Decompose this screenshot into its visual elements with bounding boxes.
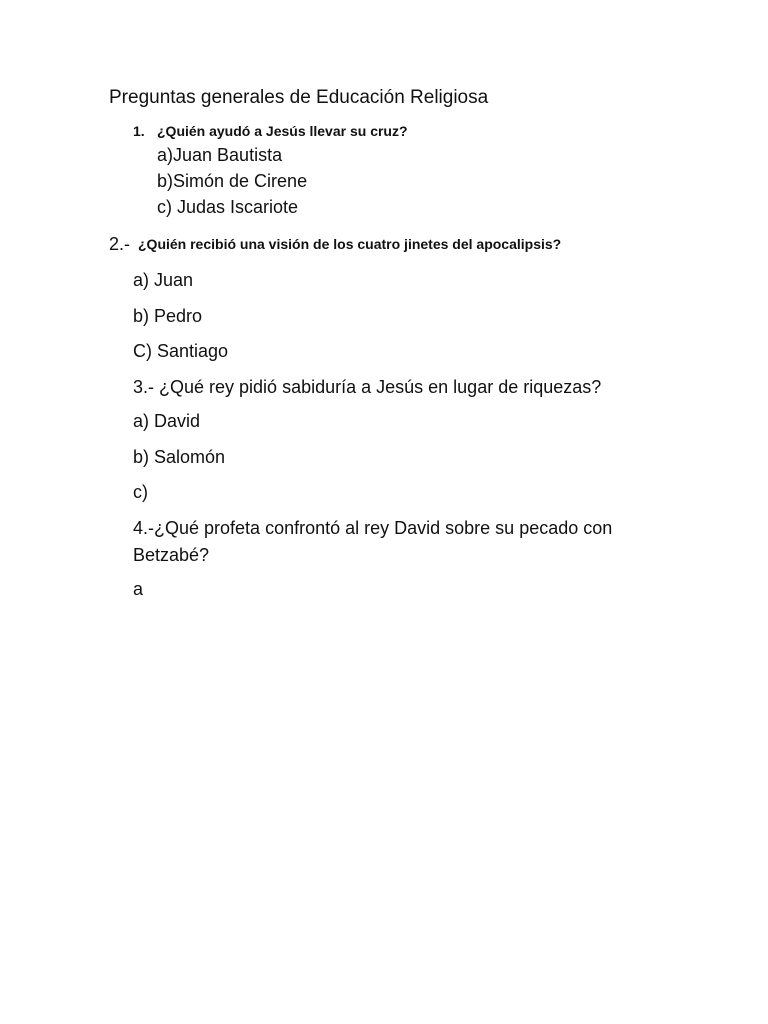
question-4-option-a: a — [133, 579, 144, 599]
question-2-option-c: C) Santiago — [133, 341, 229, 361]
question-2-number: 2.- — [109, 234, 131, 254]
question-3-option-a: a) David — [133, 411, 201, 431]
question-3-text: 3.- ¿Qué rey pidió sabiduría a Jesús en lugar de riquezas? — [133, 377, 602, 397]
question-4-text: 4.-¿Qué profeta confrontó al rey David sobre su pecado con Betzabé? — [133, 518, 613, 565]
question-2-option-b: b) Pedro — [133, 306, 203, 326]
question-1-number: 1. — [133, 123, 145, 139]
question-1-option-c: c) Judas Iscariote — [157, 197, 299, 217]
question-2-option-a: a) Juan — [133, 270, 194, 290]
question-1-option-b: b)Simón de Cirene — [157, 171, 308, 191]
question-1-text: ¿Quién ayudó a Jesús llevar su cruz? — [157, 123, 408, 139]
document-title: Preguntas generales de Educación Religiosa — [109, 87, 489, 108]
question-1-option-a: a)Juan Bautista — [157, 145, 283, 165]
question-3-option-b: b) Salomón — [133, 447, 226, 467]
question-3-option-c: c) — [133, 482, 148, 502]
question-2-text: ¿Quién recibió una visión de los cuatro jinetes del apocalipsis? — [138, 236, 562, 252]
